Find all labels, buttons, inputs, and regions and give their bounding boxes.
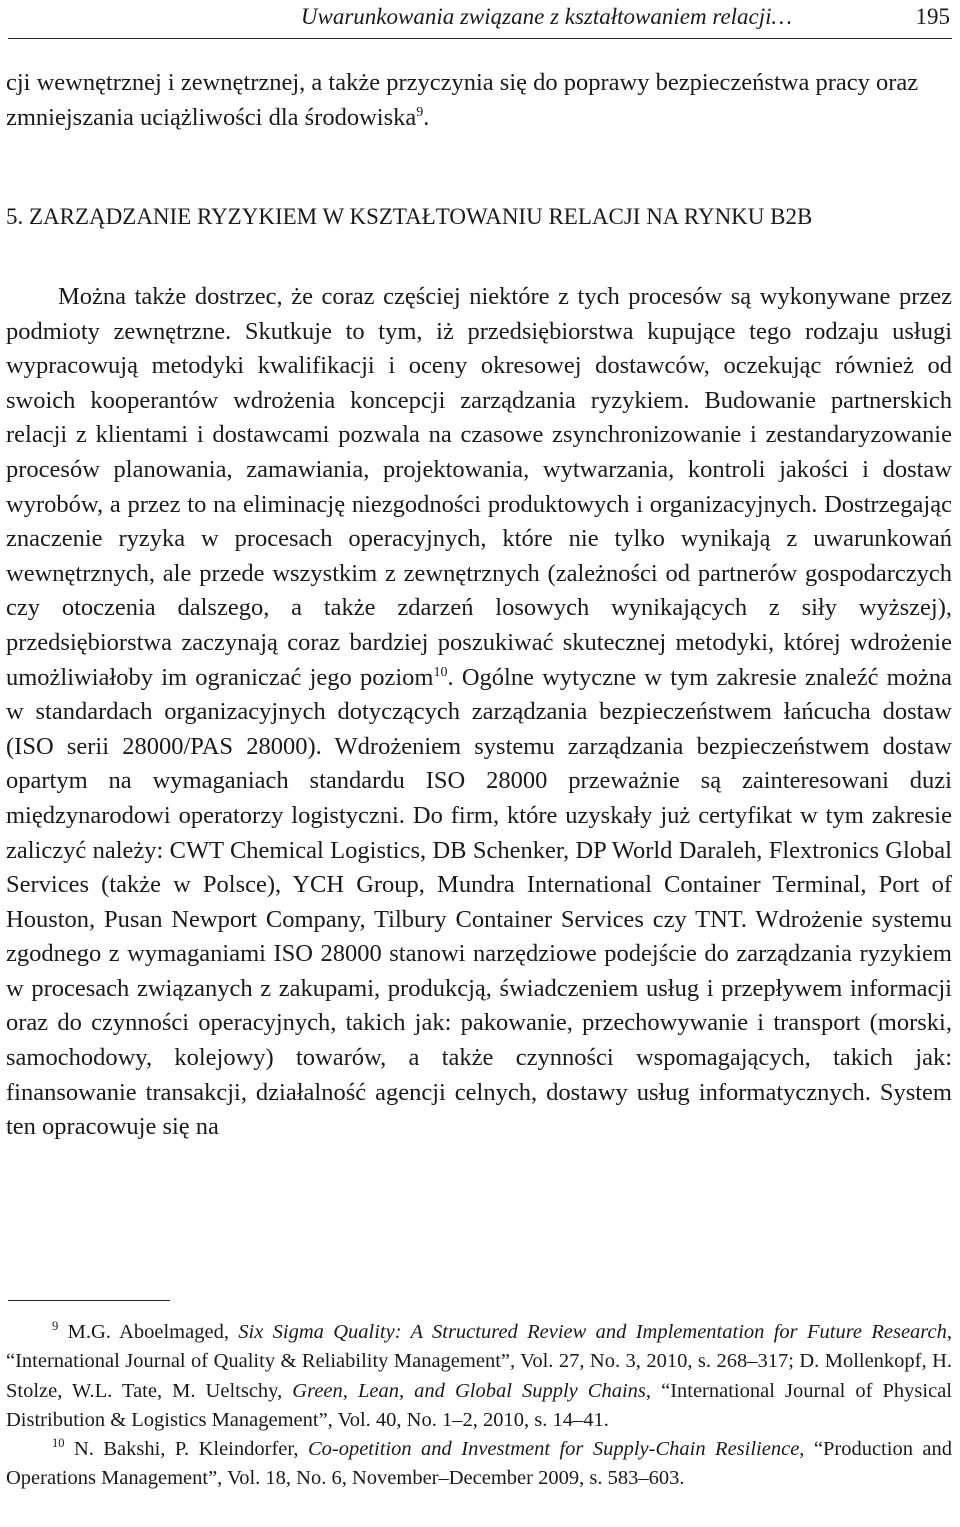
- footnote-text: , “International Journal of Physical Distribution & Logistics Management”, Vol. 40, No. 1–2, 2010, s. 14–41.: [6, 1379, 952, 1431]
- cited-title: Six Sigma Quality: A Structured Review and Implementation for Future Research: [238, 1321, 947, 1343]
- footnotes: [6, 1318, 952, 1494]
- footnote-reference-10[interactable]: 10: [433, 664, 448, 680]
- running-header: [8, 0, 952, 39]
- page-number: 195: [915, 4, 950, 29]
- footnote-10: [6, 1435, 952, 1494]
- paragraph-text-part-2: . Ogólne wytyczne w tym zakresie znaleźć można w standardach organizacyjnych dotyczących zarządzania bezpieczeństwem łańcucha dostaw (ISO serii 28000/PAS 28000). Wdrożeniem systemu zarządzania bezpieczeństwem dostaw opartym na wymaganiach standardu ISO 28000 przeważnie są zainteresowani duzi międzynarodowi operatorzy logistyczni. Do firm, które uzyskały już certyfikat w tym zakresie zaliczyć należy: CWT Chemical Logistics, DB Schenker, DP World Daraleh, Flextronics Global Services (także w Polsce), YCH Group, Mundra International Container Terminal, Port of Houston, Pusan Newport Company, Tilbury Container Services czy TNT. Wdrożenie systemu zgodnego z wymaganiami ISO 28000 stanowi narzędziowe podejście do zarządzania ryzykiem w procesach związanych z zakupami, produkcją, świadczeniem usług i przepływem informacji oraz do czynności operacyjnych, takich jak: pakowanie, przechowywanie i transport (morski, samochodowy, kolejowy) towarów, a także czynności wspomagających, takich jak: finansowanie transakcji, działalność agencji celnych, dostawy usług informatycznych. System ten opracowuje się na: [6, 663, 952, 1141]
- footnote-text: M.G. Aboelmaged,: [67, 1321, 239, 1343]
- footnote-text: , “International Journal of Quality & Reliability Management”, Vol. 27, No. 3, 2010, s. 268–317; D. Mollenkopf, H. Stolze, W.L. Tate, M. Ueltschy,: [6, 1321, 952, 1402]
- cited-title: Green, Lean, and Global Supply Chains: [292, 1379, 646, 1402]
- footnote-number: 9: [52, 1319, 59, 1333]
- continuation-paragraph: [6, 66, 952, 135]
- running-title: Uwarunkowania związane z kształtowaniem relacji…: [300, 4, 792, 29]
- footnote-number: 10: [52, 1436, 65, 1451]
- footnote-reference-9[interactable]: 9: [416, 104, 424, 120]
- section-heading: 5. ZARZĄDZANIE RYZYKIEM W KSZTAŁTOWANIU RELACJI NA RYNKU B2B: [6, 204, 813, 229]
- footnote-text: N. Bakshi, P. Kleindorfer,: [73, 1438, 308, 1461]
- footnote-text: , “Production and Operations Management”, Vol. 18, No. 6, November–December 2009, s. 583–603.: [6, 1438, 952, 1490]
- footnote-separator: [8, 1300, 170, 1301]
- cited-title: Co-opetition and Investment for Supply-Chain Resilience: [307, 1438, 800, 1461]
- footnote-9: [6, 1318, 952, 1435]
- paragraph-text-part-1: Można także dostrzec, że coraz częściej niektóre z tych procesów są wykonywane przez podmioty zewnętrzne. Skutkuje to tym, iż przedsiębiorstwa kupujące tego rodzaju usługi wypracowują metodyki kwalifikacji i oceny okresowej dostawców, oczekując również od swoich kooperantów wdrożenia koncepcji zarządzania ryzykiem. Budowanie partnerskich relacji z klientami i dostawcami pozwala na czasowe zsynchronizowanie i zestandaryzowanie procesów planowania, zamawiania, projektowania, wytwarzania, kontroli jakości i dostaw wyrobów, a przez to na eliminację niezgodności produktowych i organizacyjnych. Dostrzegając znaczenie ryzyka w procesach operacyjnych, które nie tylko wynikają z uwarunkowań wewnętrznych, ale przede wszystkim z zewnętrznych (zależności od partnerów gospodarczych czy otoczenia dalszego, a także zdarzeń losowych wynikających z siły wyższej), przedsiębiorstwa zaczynają coraz bardziej poszukiwać skutecznej metodyki, której wdrożenie umożliwiałoby im ograniczać jego poziom: [6, 283, 952, 691]
- body-paragraph: [6, 280, 952, 1145]
- continuation-text: cji wewnętrznej i zewnętrznej, a także przyczynia się do poprawy bezpieczeństwa pracy oraz zmniejszania uciążliwości dla środowiska: [6, 69, 919, 131]
- continuation-end: .: [423, 103, 430, 131]
